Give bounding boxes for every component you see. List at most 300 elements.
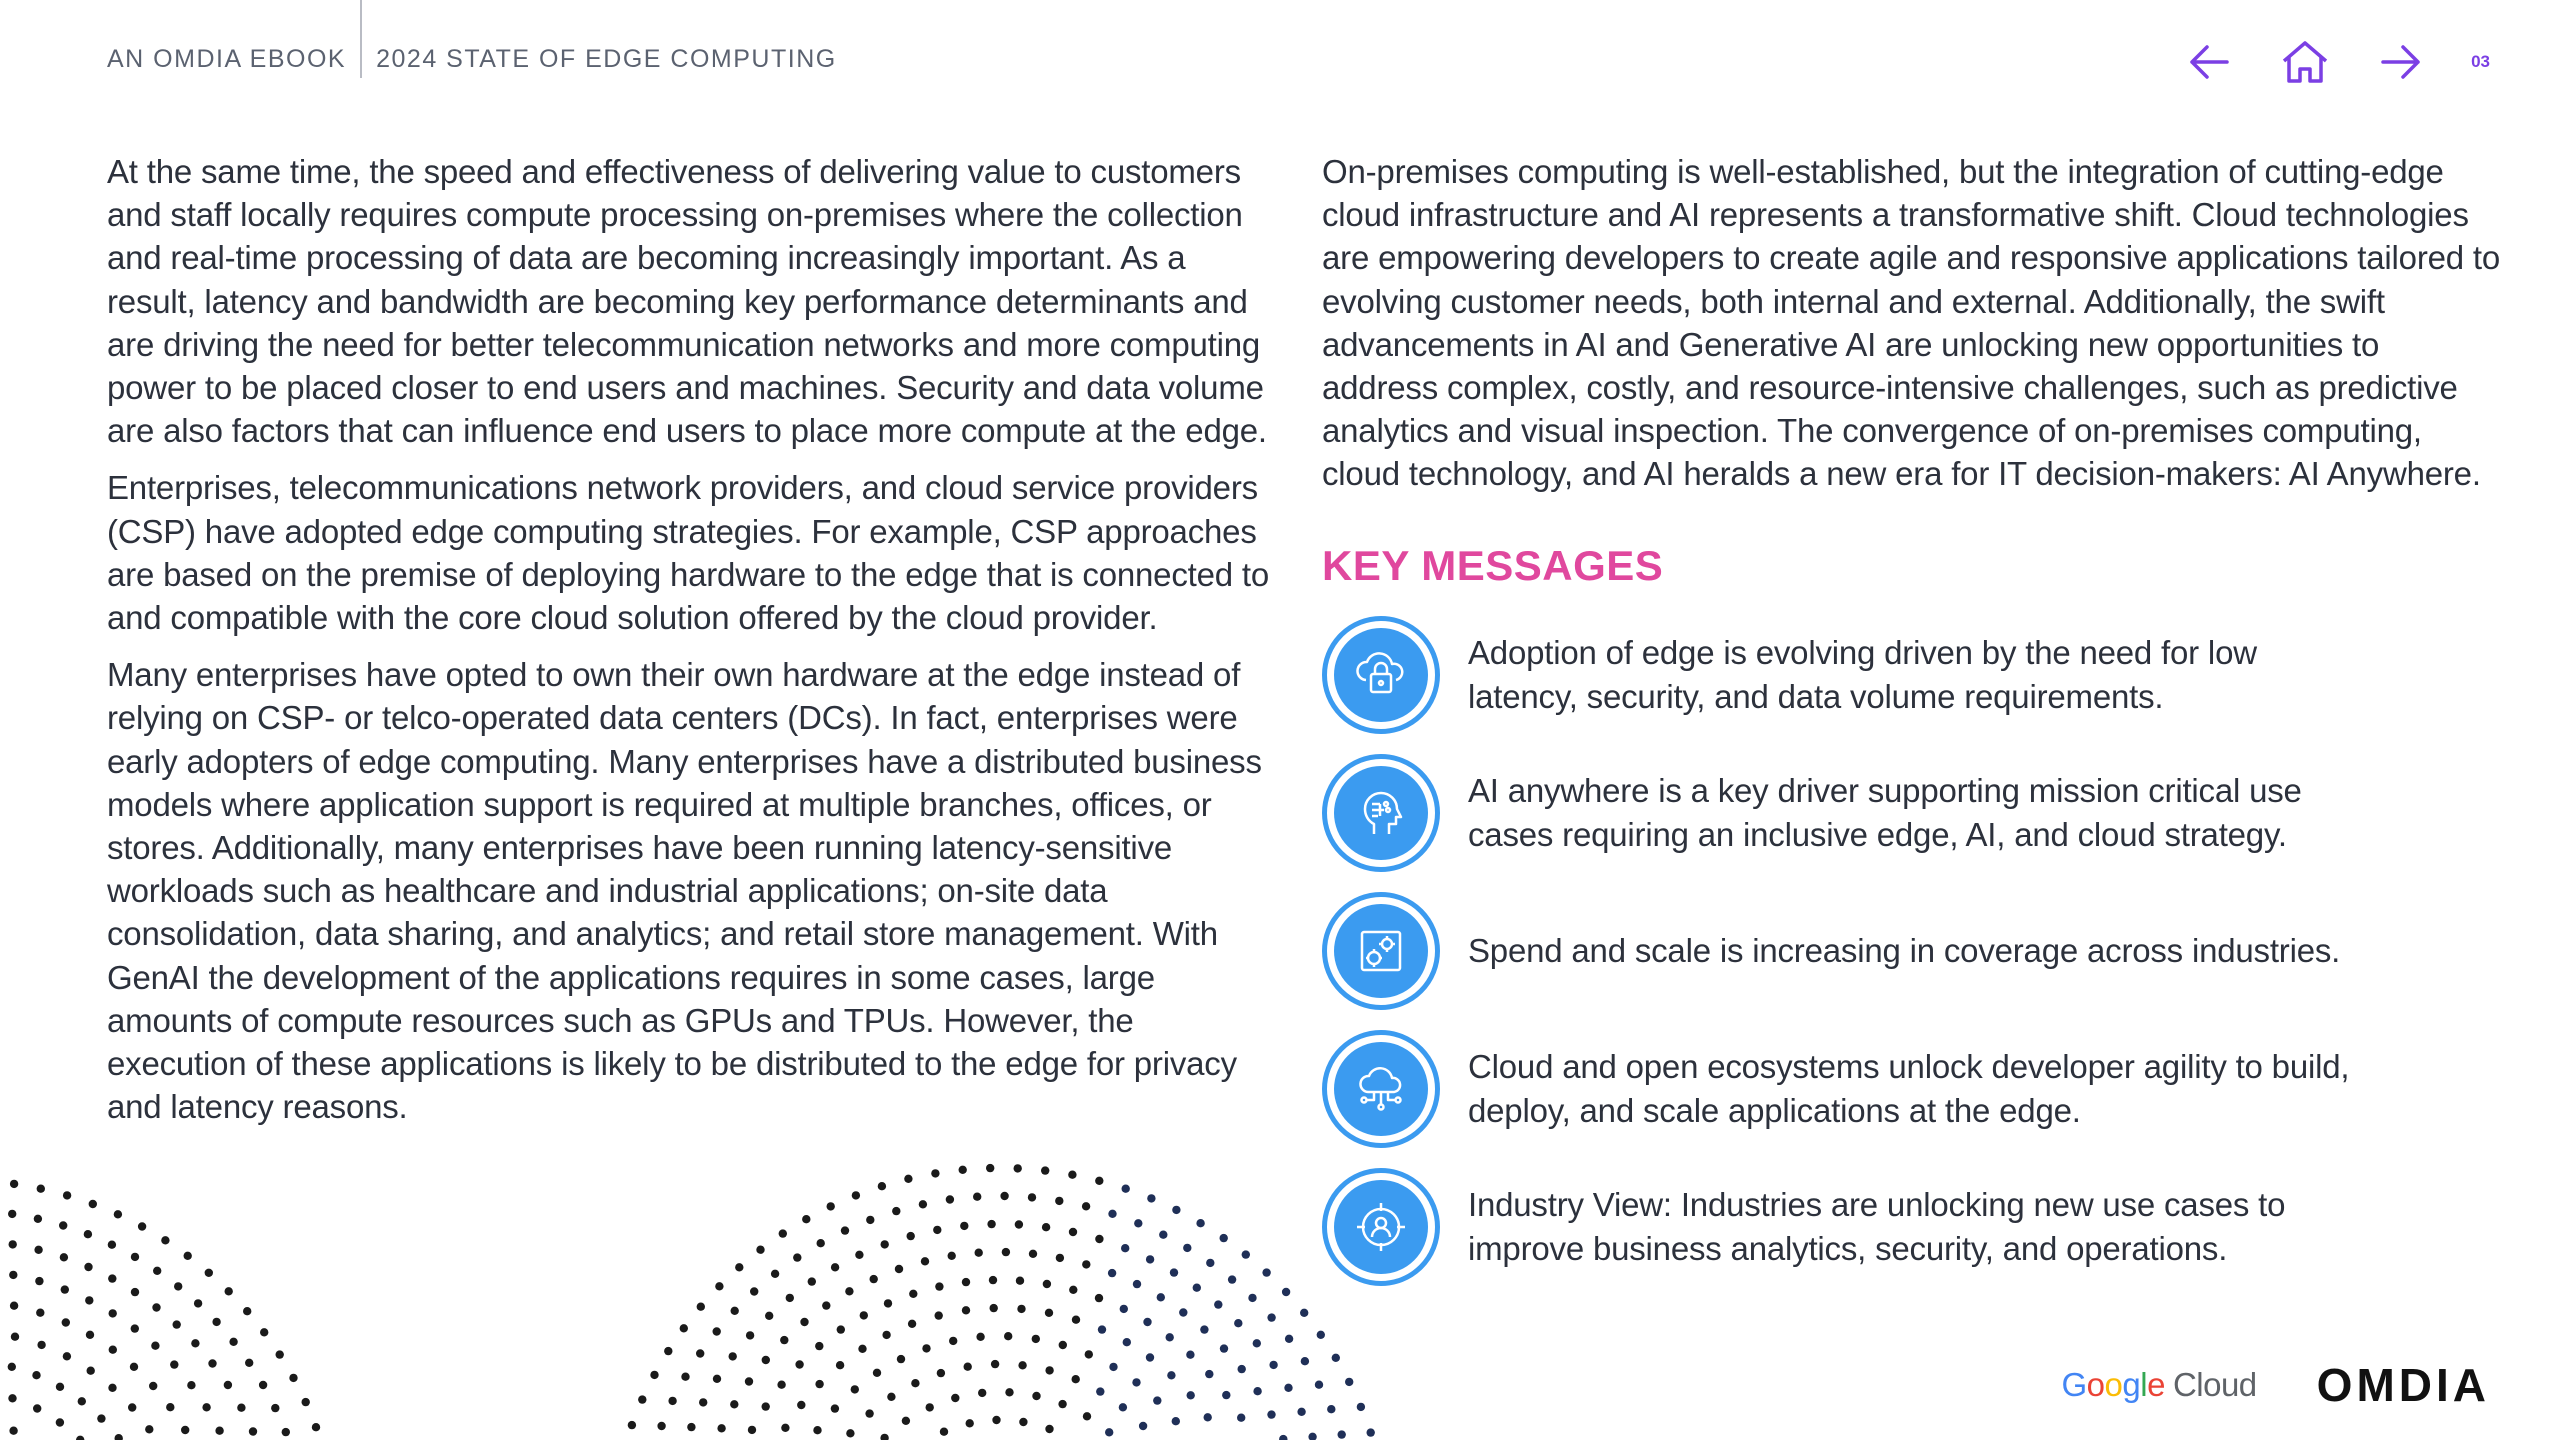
decorative-dot: [1237, 1414, 1245, 1422]
decorative-dot: [1205, 1370, 1213, 1378]
left-column: [107, 150, 1277, 1142]
decorative-dot: [1018, 1361, 1026, 1369]
decorative-dot: [1153, 1396, 1161, 1404]
decorative-dot: [786, 1294, 794, 1302]
decorative-dot: [1072, 1316, 1080, 1324]
decorative-dot: [860, 1311, 868, 1319]
decorative-dot: [991, 1360, 999, 1368]
decorative-dot: [1143, 1318, 1151, 1326]
decorative-dot: [37, 1341, 45, 1349]
decorative-dot: [1000, 1192, 1008, 1200]
decorative-dot: [765, 1312, 773, 1320]
decorative-dot: [873, 1369, 881, 1377]
decorative-dot: [1056, 1254, 1064, 1262]
decorative-dot: [1214, 1300, 1222, 1308]
decorative-dot: [1069, 1228, 1077, 1236]
decorative-dot: [130, 1363, 138, 1371]
decorative-dot: [174, 1282, 182, 1290]
decorative-dot: [713, 1327, 721, 1335]
decorative-dot: [1248, 1294, 1256, 1302]
decorative-dot: [84, 1263, 92, 1271]
decorative-dot: [1082, 1260, 1090, 1268]
decorative-dot: [892, 1207, 900, 1215]
decorative-dot: [973, 1193, 981, 1201]
decorative-dot: [976, 1333, 984, 1341]
decorative-dot: [919, 1200, 927, 1208]
decorative-dot: [10, 1180, 18, 1188]
decorative-dot: [628, 1421, 636, 1429]
decorative-dot: [1196, 1219, 1204, 1227]
decorative-dot: [1200, 1325, 1208, 1333]
decorative-dot: [1193, 1284, 1201, 1292]
decorative-dot: [1017, 1305, 1025, 1313]
decorative-dot: [208, 1359, 216, 1367]
decorative-dot: [668, 1397, 676, 1405]
decorative-dot: [78, 1397, 86, 1405]
decorative-dot: [1120, 1305, 1128, 1313]
decorative-dot: [1014, 1164, 1022, 1172]
arrow-left-icon: [2187, 42, 2231, 82]
key-message-icon-ring: [1322, 616, 1440, 734]
key-message-icon-ring: [1322, 1168, 1440, 1286]
decorative-dot: [865, 1409, 873, 1417]
decorative-dot: [1204, 1413, 1212, 1421]
decorative-dot: [184, 1252, 192, 1260]
decorative-dot: [960, 1222, 968, 1230]
decorative-dot: [276, 1350, 284, 1358]
decorative-dot: [1016, 1277, 1024, 1285]
decorative-dot: [1043, 1280, 1051, 1288]
decorative-dot: [1041, 1166, 1049, 1174]
decorative-dot: [282, 1428, 290, 1436]
decorative-dot: [245, 1359, 253, 1367]
ebook-title: 2024 STATE OF EDGE COMPUTING: [376, 45, 837, 73]
decorative-dot: [978, 1389, 986, 1397]
google-letter: o: [2086, 1366, 2105, 1403]
key-message-text: Spend and scale is increasing in coverage across industries.: [1468, 932, 2341, 970]
decorative-dot: [1279, 1435, 1287, 1440]
arrow-right-icon: [2379, 42, 2423, 82]
decorative-dot: [946, 1195, 954, 1203]
decorative-dot: [1332, 1354, 1340, 1362]
decorative-dot: [699, 1398, 707, 1406]
decorative-dot: [9, 1427, 17, 1435]
key-message-icon-disc: [1334, 766, 1428, 860]
google-cloud-word: Cloud: [2172, 1366, 2257, 1403]
decorative-dot: [1297, 1408, 1305, 1416]
decorative-dot: [1220, 1234, 1228, 1242]
decorative-dot: [866, 1216, 874, 1224]
decorative-dot: [745, 1377, 753, 1385]
decorative-dot: [1095, 1177, 1103, 1185]
decorative-dot: [89, 1200, 97, 1208]
decorative-dot: [687, 1423, 695, 1431]
decorative-dot: [1228, 1275, 1236, 1283]
intro-paragraph: On-premises computing is well-established, but the integration of cutting-edge cloud infrastructure and AI represents a transformative shift. Cloud technologies are empowering developers to create agile and responsive applications tailored to evolving customer needs, both internal and external. Additionally, the swift advancements in AI and Generative AI are unlocking new opportunities to address complex, costly, and resource-intensive challenges, such as predictive analytics and visual inspection. The convergence of on-premises computing, cloud technology, and AI heralds a new era for IT decision-makers: AI Anywhere.: [1322, 153, 2501, 493]
decorative-dot: [289, 1374, 297, 1382]
key-message-icon-disc: [1334, 904, 1428, 998]
decorative-dot: [731, 1307, 739, 1315]
decorative-dot: [145, 1425, 153, 1433]
decorative-dot: [76, 1436, 84, 1440]
decorative-dot: [1179, 1308, 1187, 1316]
decorative-dot: [1028, 1193, 1036, 1201]
decorative-dot: [880, 1434, 888, 1440]
decorative-dot: [1308, 1433, 1316, 1440]
decorative-dot: [1301, 1357, 1309, 1365]
decorative-dot: [926, 1403, 934, 1411]
decorative-dot: [951, 1394, 959, 1402]
decorative-dot: [959, 1166, 967, 1174]
decorative-dot: [664, 1347, 672, 1355]
decorative-dot: [681, 1373, 689, 1381]
decorative-dot: [1072, 1375, 1080, 1383]
decorative-dot: [9, 1271, 17, 1279]
decorative-dot: [986, 1164, 994, 1172]
decorative-dot: [1085, 1350, 1093, 1358]
decorative-dot: [1300, 1309, 1308, 1317]
decorative-dot: [170, 1360, 178, 1368]
decorative-dot: [808, 1277, 816, 1285]
ebook-label: AN OMDIA EBOOK: [107, 45, 347, 73]
decorative-dot: [948, 1252, 956, 1260]
decorative-dot: [992, 1416, 1000, 1424]
decorative-dot: [762, 1356, 770, 1364]
footer-logos: [2061, 1358, 2490, 1412]
key-message-item: [1322, 614, 2502, 736]
decorative-dot: [109, 1309, 117, 1317]
key-message-item: [1322, 1028, 2502, 1150]
decorative-dot: [1004, 1332, 1012, 1340]
decorative-dot: [224, 1381, 232, 1389]
decorative-dot: [33, 1404, 41, 1412]
decorative-dot: [1157, 1293, 1165, 1301]
decorative-dot: [827, 1202, 835, 1210]
decorative-dot: [302, 1398, 310, 1406]
decorative-dot: [151, 1342, 159, 1350]
decorative-dot: [909, 1290, 917, 1298]
decorative-dot: [858, 1345, 866, 1353]
decorative-dot: [191, 1339, 199, 1347]
decorative-dot: [1187, 1391, 1195, 1399]
decorative-dot: [902, 1417, 910, 1425]
decorative-dot: [34, 1215, 42, 1223]
google-letter: e: [2147, 1366, 2165, 1403]
decorative-dot: [36, 1309, 44, 1317]
key-message-icon-ring: [1322, 892, 1440, 1010]
decorative-dot: [713, 1375, 721, 1383]
decorative-dot: [1095, 1235, 1103, 1243]
key-message-icon-disc: [1334, 1042, 1428, 1136]
decorative-dot: [1055, 1197, 1063, 1205]
decorative-dot: [237, 1404, 245, 1412]
key-messages-heading: KEY MESSAGES: [1322, 541, 1664, 589]
decorative-dot: [831, 1404, 839, 1412]
decorative-dot: [657, 1422, 665, 1430]
decorative-dot: [884, 1299, 892, 1307]
page-number: 03: [2471, 52, 2490, 71]
decorative-dot: [779, 1229, 787, 1237]
decorative-dot: [962, 1278, 970, 1286]
decorative-dot: [1172, 1417, 1180, 1425]
decorative-dot: [887, 1393, 895, 1401]
decorative-dot: [987, 1220, 995, 1228]
key-message-text: Adoption of edge is evolving driven by the need for low latency, security, and data volume requirements.: [1468, 634, 2257, 715]
decorative-dot: [975, 1249, 983, 1257]
decorative-dot: [793, 1253, 801, 1261]
decorative-dot: [1069, 1286, 1077, 1294]
decorative-dot: [56, 1418, 64, 1426]
key-message-item: [1322, 1166, 2502, 1288]
decorative-dot: [215, 1427, 223, 1435]
decorative-dot: [1015, 1220, 1023, 1228]
decorative-dot: [128, 1403, 136, 1411]
right-column: [1322, 150, 2502, 1288]
decorative-dot: [152, 1303, 160, 1311]
decorative-dot: [729, 1352, 737, 1360]
decorative-dot: [108, 1241, 116, 1249]
decorative-dot: [1317, 1331, 1325, 1339]
decorative-dot: [37, 1185, 45, 1193]
forward-button[interactable]: [2375, 36, 2427, 88]
decorative-dot: [243, 1307, 251, 1315]
decorative-dot: [870, 1275, 878, 1283]
decorative-dot: [10, 1302, 18, 1310]
decorative-dot: [1315, 1381, 1323, 1389]
decorative-dot: [771, 1270, 779, 1278]
decorative-dot: [962, 1306, 970, 1314]
header: [107, 0, 837, 78]
decorative-dot: [1032, 1335, 1040, 1343]
decorative-dot: [1285, 1335, 1293, 1343]
decorative-dot: [795, 1360, 803, 1368]
decorative-dot: [777, 1381, 785, 1389]
decorative-dot: [638, 1395, 646, 1403]
decorative-dot: [1132, 1378, 1140, 1386]
decorative-dot: [1253, 1339, 1261, 1347]
decorative-dot: [1172, 1206, 1180, 1214]
decorative-dot: [852, 1191, 860, 1199]
decorative-dot: [8, 1210, 16, 1218]
decorative-dot: [8, 1363, 16, 1371]
decorative-dot: [908, 1320, 916, 1328]
decorative-dot: [1220, 1344, 1228, 1352]
decorative-dot: [1045, 1425, 1053, 1433]
decorative-dot: [1002, 1248, 1010, 1256]
decorative-dot: [696, 1349, 704, 1357]
decorative-dot: [748, 1426, 756, 1434]
decorative-dot: [1096, 1387, 1104, 1395]
decorative-dot: [271, 1404, 279, 1412]
decorative-dot: [109, 1346, 117, 1354]
decorative-dot: [166, 1403, 174, 1411]
decorative-dot: [746, 1331, 754, 1339]
key-messages-list: [1322, 614, 2502, 1288]
decorative-dot: [989, 1276, 997, 1284]
decorative-dot: [1032, 1392, 1040, 1400]
decorative-dot: [907, 1232, 915, 1240]
decorative-dot: [1005, 1388, 1013, 1396]
decorative-dot: [922, 1344, 930, 1352]
decorative-dot: [911, 1379, 919, 1387]
key-message-text: AI anywhere is a key driver supporting mission critical use cases requiring an inclusive edge, AI, and cloud strategy.: [1468, 772, 2302, 853]
decorative-dot: [8, 1394, 16, 1402]
decorative-dot: [964, 1363, 972, 1371]
decorative-dot: [1206, 1259, 1214, 1267]
decorative-dot: [60, 1253, 68, 1261]
decorative-dot: [831, 1263, 839, 1271]
decorative-dot: [1253, 1387, 1261, 1395]
decorative-dot: [1166, 1333, 1174, 1341]
decorative-dot: [1345, 1378, 1353, 1386]
decorative-dot: [131, 1288, 139, 1296]
decorative-dot: [85, 1296, 93, 1304]
decorative-dot: [131, 1253, 139, 1261]
decorative-dot: [815, 1380, 823, 1388]
decorative-dot: [851, 1385, 859, 1393]
decorative-dot: [846, 1429, 854, 1437]
decorative-dot: [205, 1269, 213, 1277]
decorative-dot: [312, 1423, 320, 1431]
decorative-dot: [1147, 1194, 1155, 1202]
decorative-dot: [935, 1311, 943, 1319]
decorative-dot: [259, 1381, 267, 1389]
decorative-dot: [62, 1318, 70, 1326]
decorative-dot: [1242, 1250, 1250, 1258]
decorative-dot: [1105, 1428, 1113, 1436]
back-button[interactable]: [2183, 36, 2235, 88]
decorative-dot: [97, 1414, 105, 1422]
decorative-dot: [1167, 1371, 1175, 1379]
decorative-dot: [735, 1263, 743, 1271]
decorative-dot: [1059, 1341, 1067, 1349]
decorative-dot: [249, 1427, 257, 1435]
decorative-dot: [1133, 1280, 1141, 1288]
decorative-dot: [1269, 1361, 1277, 1369]
decorative-dot: [1234, 1319, 1242, 1327]
home-button[interactable]: [2279, 36, 2331, 88]
key-message-icon-ring: [1322, 1030, 1440, 1148]
decorative-dot: [108, 1274, 116, 1282]
decorative-dot: [260, 1328, 268, 1336]
decorative-dot: [1109, 1363, 1117, 1371]
decorative-dot: [1267, 1313, 1275, 1321]
decorative-dot: [680, 1324, 688, 1332]
decorative-dot: [1119, 1403, 1127, 1411]
decorative-dot: [63, 1191, 71, 1199]
decorative-dot: [797, 1401, 805, 1409]
decorative-dot: [935, 1282, 943, 1290]
decorative-dot: [84, 1230, 92, 1238]
decorative-dot: [115, 1434, 123, 1440]
decorative-dot: [937, 1369, 945, 1377]
key-message-item: [1322, 752, 2502, 874]
decorative-dot: [34, 1246, 42, 1254]
decorative-dot: [87, 1367, 95, 1375]
key-message-icon-ring: [1322, 754, 1440, 872]
ai-head-icon: [1350, 782, 1412, 844]
key-message-icon-disc: [1334, 628, 1428, 722]
decorative-dot: [878, 1182, 886, 1190]
decorative-dot: [762, 1402, 770, 1410]
body-paragraph: Many enterprises have opted to own their own hardware at the edge instead of relying on CSP- or telco-operated data centers (DCs). In fact, enterprises were early adopters of edge computing. Many enterprises have a distributed business models where application support is required at multiple branches, offices, or stores. Additionally, many enterprises have been running latency-sensitive workloads such as healthcare and industrial applications; on-site data consolidation, data sharing, and analytics; and retail store management. With GenAI the development of the applications requires in some cases, large amounts of compute resources such as GPUs and TPUs. However, the execution of these applications is likely to be distributed to the edge for privacy and latency reasons.: [107, 656, 1262, 1126]
decorative-dot: [1108, 1269, 1116, 1277]
decorative-dot: [225, 1287, 233, 1295]
decorative-dot: [756, 1246, 764, 1254]
decorative-dot: [114, 1210, 122, 1218]
decorative-dot: [56, 1383, 64, 1391]
decorative-dot: [173, 1320, 181, 1328]
decorative-dot: [1123, 1338, 1131, 1346]
decorative-dot: [817, 1239, 825, 1247]
decorative-dot: [966, 1419, 974, 1427]
decorative-dot: [108, 1384, 116, 1392]
decorative-dot: [802, 1215, 810, 1223]
body-paragraph: At the same time, the speed and effectiveness of delivering value to customers and staff locally requires compute processing on-premises where the collection and real-time processing of data are becoming increasingly important. As a result, latency and bandwidth are becoming key performance determinants and are driving the need for better telecommunication networks and more computing power to be placed closer to end users and machines. Security and data volume are also factors that can influence end users to place more compute at the edge.: [107, 153, 1267, 450]
decorative-dot: [949, 1337, 957, 1345]
google-cloud-logo: [2061, 1366, 2256, 1404]
google-letter: o: [2104, 1366, 2123, 1403]
decorative-dot: [1357, 1403, 1365, 1411]
decorative-dot: [800, 1318, 808, 1326]
decorative-dot: [855, 1251, 863, 1259]
decorative-dot: [61, 1285, 69, 1293]
cloud-network-icon: [1350, 1058, 1412, 1120]
key-message-item: [1322, 890, 2502, 1012]
decorative-dot: [1146, 1353, 1154, 1361]
decorative-dot: [35, 1277, 43, 1285]
decorative-dot: [1159, 1231, 1167, 1239]
decorative-dot: [836, 1361, 844, 1369]
decorative-dot: [895, 1265, 903, 1273]
decorative-dot: [931, 1169, 939, 1177]
omdia-logo: OMDIA: [2316, 1359, 2490, 1411]
decorative-dot: [822, 1301, 830, 1309]
decorative-dot: [1238, 1365, 1246, 1373]
decorative-dot: [697, 1303, 705, 1311]
google-letter: g: [2122, 1366, 2141, 1403]
decorative-dot: [1098, 1325, 1106, 1333]
decorative-dot: [1146, 1255, 1154, 1263]
decorative-dot: [1082, 1202, 1090, 1210]
decorative-dot: [1338, 1430, 1346, 1438]
decorative-dot: [881, 1240, 889, 1248]
decorative-dot: [841, 1226, 849, 1234]
user-target-icon: [1350, 1196, 1412, 1258]
cloud-lock-icon: [1350, 644, 1412, 706]
key-message-text: Industry View: Industries are unlocking new use cases to improve business analytics, security, and operations.: [1468, 1186, 2286, 1267]
decorative-dot: [781, 1424, 789, 1432]
decorative-dot: [1282, 1288, 1290, 1296]
decorative-dot: [187, 1381, 195, 1389]
decorative-dot: [86, 1331, 94, 1339]
header-divider: [360, 0, 362, 78]
decorative-dot: [1058, 1400, 1066, 1408]
decorative-dot: [730, 1400, 738, 1408]
decorative-dot: [897, 1355, 905, 1363]
decorative-dot: [1183, 1244, 1191, 1252]
decorative-dot: [202, 1403, 210, 1411]
decorative-dot: [9, 1240, 17, 1248]
decorative-dot: [1045, 1366, 1053, 1374]
decorative-dot: [837, 1325, 845, 1333]
key-message-text: Cloud and open ecosystems unlock developer agility to build, deploy, and scale applications at the edge.: [1468, 1048, 2350, 1129]
decorative-dot: [161, 1236, 169, 1244]
decorative-dot: [138, 1222, 146, 1230]
decorative-dot: [1367, 1428, 1375, 1436]
google-letter: l: [2140, 1366, 2148, 1403]
decorative-dot: [194, 1299, 202, 1307]
